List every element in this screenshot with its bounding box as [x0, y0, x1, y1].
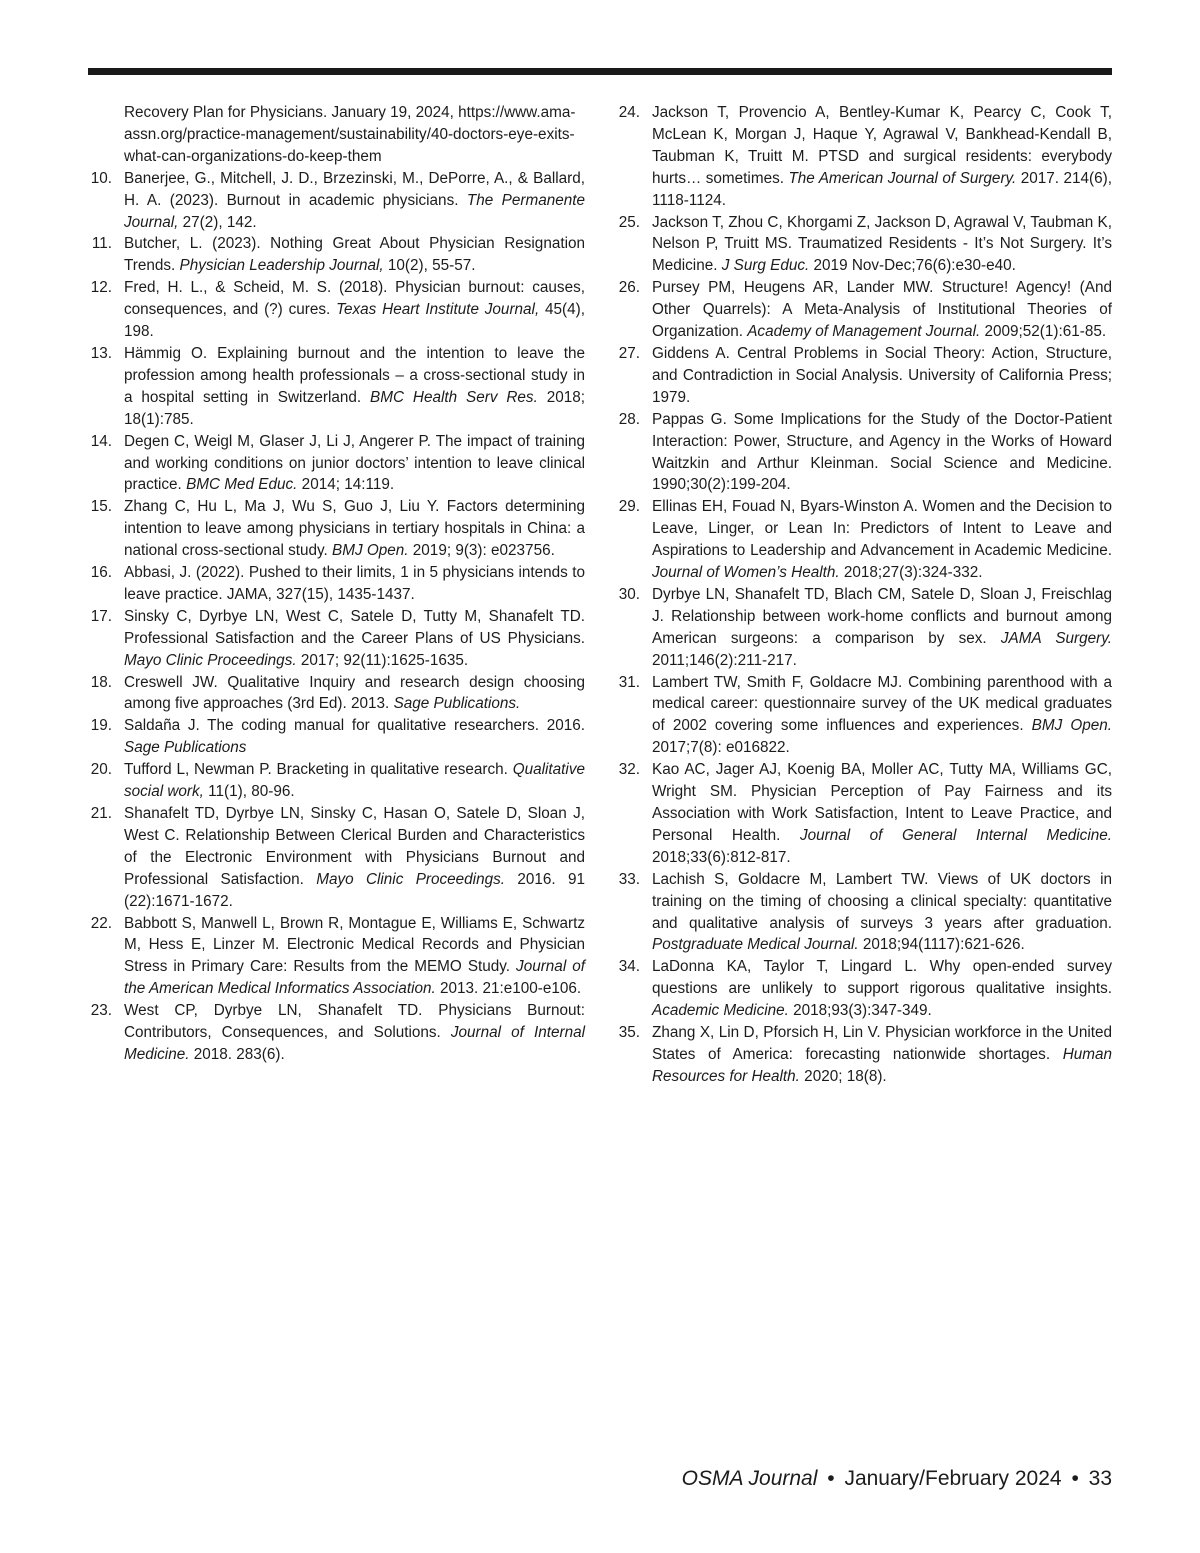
reference-item — [616, 759, 1112, 869]
reference-text — [652, 672, 1112, 760]
reference-number: 19. — [90, 717, 112, 735]
reference-text-main: Sinsky C, Dyrbye LN, West C, Satele D, Tutty M, Shanafelt TD. Professional Satisfaction and the Career Plans of US Physicians. — [124, 607, 585, 647]
reference-item — [616, 869, 1112, 957]
reference-text-suffix: 2019 Nov-Dec;76(6):e30-e40. — [809, 257, 1016, 275]
reference-source-title: Journal of the American Medical Informatics Association. — [124, 958, 585, 998]
reference-text-suffix: 2018;93(3):347-349. — [788, 1002, 932, 1020]
reference-source-title: Physician Leadership Journal, — [179, 257, 384, 275]
reference-text-suffix: 2017;7(8): e016822. — [652, 739, 790, 757]
reference-text — [124, 803, 585, 913]
reference-number: 25. — [618, 213, 640, 231]
reference-text — [124, 562, 585, 606]
reference-number: 17. — [90, 607, 112, 625]
reference-source-title: J Surg Educ. — [721, 257, 810, 275]
reference-item — [616, 277, 1112, 343]
reference-item — [616, 102, 1112, 212]
reference-item — [88, 672, 585, 716]
reference-text-suffix: 2019; 9(3): e023756. — [408, 542, 555, 560]
reference-number: 10. — [90, 169, 112, 187]
reference-number: 23. — [90, 1002, 112, 1020]
reference-source-title: Sage Publications. — [393, 695, 521, 713]
reference-text-suffix: 2018;94(1117):621-626. — [858, 936, 1025, 954]
footer-journal-name: OSMA Journal — [681, 1467, 818, 1490]
reference-text-main: Lachish S, Goldacre M, Lambert TW. Views of UK doctors in training on the timing of choosing a clinical specialty: quantitative and qualitative analysis of surveys 3 years after graduation. — [652, 870, 1112, 932]
reference-source-title: Qualitative social work, — [124, 761, 585, 801]
reference-source-title: Texas Heart Institute Journal, — [336, 301, 540, 319]
reference-item — [616, 212, 1112, 278]
reference-text-main: Saldaña J. The coding manual for qualitative researchers. 2016. — [124, 717, 585, 735]
reference-number: 21. — [90, 805, 112, 822]
reference-text — [652, 409, 1112, 497]
reference-item — [88, 496, 585, 562]
reference-text — [652, 1022, 1112, 1088]
header-rule — [88, 68, 1112, 75]
footer-issue: January/February 2024 — [844, 1467, 1062, 1490]
reference-number: 13. — [90, 344, 112, 362]
reference-text-suffix: 11(1), 80-96. — [203, 783, 295, 801]
reference-source-title: Mayo Clinic Proceedings. — [124, 651, 297, 669]
right-column — [616, 102, 1112, 1088]
reference-text-main: Banerjee, G., Mitchell, J. D., Brzezinski, M., DePorre, A., & Ballard, H. A. (2023). Burnout in academic physicians. — [124, 169, 585, 209]
reference-number: 24. — [618, 104, 640, 121]
reference-text-suffix: 2017; 92(11):1625-1635. — [296, 651, 469, 669]
reference-text — [652, 277, 1112, 343]
reference-text-main: Dyrbye LN, Shanafelt TD, Blach CM, Satele D, Sloan J, Freischlag J. Relationship between work-home conflicts and burnout among American surgeons: a comparison by sex. — [652, 585, 1112, 647]
reference-text-main: West CP, Dyrbye LN, Shanafelt TD. Physicians Burnout: Contributors, Consequences, and Solutions. — [124, 1002, 585, 1042]
reference-text-main: Shanafelt TD, Dyrbye LN, Sinsky C, Hasan O, Satele D, Sloan J, West C. Relationship Between Clerical Burden and Characteristics of the Electronic Environment with Physicians Burnout and Professional Satisfaction. — [124, 805, 585, 888]
reference-number: 16. — [90, 564, 112, 582]
reference-item — [88, 606, 585, 672]
reference-number: 34. — [618, 958, 640, 976]
reference-text-main: Jackson T, Provencio A, Bentley-Kumar K, Pearcy C, Cook T, McLean K, Morgan J, Haque Y, Agrawal V, Bankhead-Kendall B, Taubman K, Truitt M. PTSD and surgical residents: everybody hurts… sometimes. — [652, 104, 1112, 187]
reference-source-title: BMC Health Serv Res. — [370, 388, 538, 406]
reference-source-title: Academic Medicine. — [652, 1002, 789, 1020]
reference-text — [652, 869, 1112, 957]
reference-text-suffix: 45(4), 198. — [124, 301, 585, 341]
reference-text-suffix: 2009;52(1):61-85. — [980, 323, 1107, 341]
reference-text — [124, 1000, 585, 1066]
reference-source-title: Academy of Management Journal. — [747, 323, 981, 341]
reference-text — [124, 672, 585, 716]
reference-text-suffix: 2018; 18(1):785. — [124, 388, 586, 428]
reference-number: 29. — [618, 498, 640, 516]
reference-source-title: Journal of Internal Medicine. — [124, 1024, 585, 1063]
reference-number: 14. — [90, 432, 112, 450]
reference-source-title: Human Resources for Health. — [652, 1045, 1112, 1085]
reference-number: 32. — [618, 761, 640, 779]
reference-text-main: Pappas G. Some Implications for the Study of the Doctor-Patient Interaction: Power, Structure, and Agency in the Works of Howard Waitzkin and Arthur Kleinman. Social Science and Medicine. 1990;30(2):199-204. — [652, 410, 1112, 494]
reference-text-main: Pursey PM, Heugens AR, Lander MW. Structure! Agency! (And Other Quarrels): A Meta-Analysis of Institutional Theories of Organization. — [652, 279, 1112, 341]
reference-source-title: JAMA Surgery. — [1000, 629, 1112, 647]
reference-item — [88, 431, 585, 497]
reference-number: 20. — [90, 761, 112, 779]
reference-text — [124, 913, 585, 1001]
reference-item — [616, 584, 1112, 672]
reference-number: 33. — [618, 870, 640, 888]
reference-source-title: Journal of General Internal Medicine. — [799, 826, 1112, 844]
reference-text-suffix: 2016. 91 (22):1671-1672. — [124, 870, 585, 910]
reference-text-main: LaDonna KA, Taylor T, Lingard L. Why open-ended survey questions are unlikely to support rigorous qualitative insights. — [652, 958, 1112, 998]
reference-text-main: Ellinas EH, Fouad N, Byars-Winston A. Women and the Decision to Leave, Linger, or Lean In: Predictors of Intent to Leave and Aspirations to Leadership and Advancement in Academic Medicine. — [652, 498, 1112, 560]
reference-item — [88, 913, 585, 1001]
reference-text-suffix: 2011;146(2):211-217. — [652, 651, 797, 669]
reference-item — [88, 277, 585, 343]
reference-number: 22. — [90, 914, 112, 932]
reference-source-title: BMJ Open. — [332, 542, 409, 560]
reference-item — [616, 1022, 1112, 1088]
reference-text-main: Hämmig O. Explaining burnout and the intention to leave the profession among health professionals – a cross-sectional study in a hospital setting in Switzerland. — [124, 344, 585, 406]
reference-source-title: BMJ Open. — [1031, 717, 1112, 735]
reference-text — [652, 584, 1112, 672]
reference-text-main: Zhang C, Hu L, Ma J, Wu S, Guo J, Liu Y. Factors determining intention to leave among physicians in tertiary hospitals in China: a national cross-sectional study. — [124, 498, 585, 560]
reference-text — [124, 496, 585, 562]
reference-number: 15. — [90, 498, 112, 516]
reference-text — [652, 496, 1112, 584]
footer-bullet: • — [1071, 1467, 1079, 1490]
reference-text — [652, 759, 1112, 869]
reference-list-right — [616, 102, 1112, 1088]
reference-text-main: Degen C, Weigl M, Glaser J, Li J, Angerer P. The impact of training and working conditions on junior doctors’ intention to leave clinical practice. — [124, 432, 585, 494]
reference-text-main: Kao AC, Jager AJ, Koenig BA, Moller AC, Tutty MA, Williams GC, Wright SM. Physician Perception of Pay Fairness and its Association with Work Satisfaction, Intent to Leave Practice, and Personal Health. — [652, 761, 1112, 844]
reference-number: 30. — [618, 585, 640, 603]
reference-text-main: Creswell JW. Qualitative Inquiry and research design choosing among five approaches (3rd Ed). 2013. — [124, 673, 585, 713]
reference-item — [616, 343, 1112, 409]
reference-source-title: Journal of Women’s Health. — [652, 564, 840, 582]
reference-text — [652, 102, 1112, 212]
reference-text-main: Abbasi, J. (2022). Pushed to their limits, 1 in 5 physicians intends to leave practice. JAMA, 327(15), 1435-1437. — [124, 564, 585, 603]
reference-item — [88, 1000, 585, 1066]
reference-item — [88, 803, 585, 913]
reference-text — [124, 233, 585, 277]
reference-text — [124, 606, 585, 672]
reference-text-main: Giddens A. Central Problems in Social Theory: Action, Structure, and Contradiction in Social Analysis. University of California Press; 1979. — [652, 344, 1112, 406]
reference-item — [88, 168, 585, 234]
reference-source-title: Mayo Clinic Proceedings. — [316, 870, 505, 888]
reference-number: 35. — [618, 1024, 640, 1042]
reference-item — [88, 715, 585, 759]
reference-continuation: Recovery Plan for Physicians. January 19, 2024, https://www.ama-assn.org/practice-management/sustainability/40-doctors-eye-exits-what-can-organizations-do-keep-them — [124, 104, 576, 165]
left-column — [88, 102, 585, 1066]
reference-number: 27. — [618, 344, 640, 362]
reference-text — [652, 212, 1112, 278]
footer-bullet: • — [827, 1467, 835, 1490]
reference-text-suffix: 2020; 18(8). — [799, 1067, 887, 1085]
reference-text — [124, 715, 585, 759]
reference-number: 18. — [90, 673, 112, 691]
reference-list-left — [88, 168, 585, 1066]
reference-text-main: Fred, H. L., & Scheid, M. S. (2018). Physician burnout: causes, consequences, and (?) cures. — [124, 279, 585, 319]
reference-text — [124, 759, 585, 803]
reference-item — [616, 672, 1112, 760]
reference-text-suffix: 2018;33(6):812-817. — [652, 848, 791, 866]
reference-text — [652, 956, 1112, 1022]
reference-text-suffix: 2018. 283(6). — [189, 1045, 285, 1063]
reference-number: 28. — [618, 410, 640, 428]
reference-number: 26. — [618, 279, 640, 297]
reference-source-title: The American Journal of Surgery. — [788, 169, 1017, 187]
reference-item — [88, 233, 585, 277]
reference-text — [124, 431, 585, 497]
reference-item — [616, 409, 1112, 497]
reference-text-suffix: 27(2), 142. — [178, 213, 257, 231]
reference-text-main: Jackson T, Zhou C, Khorgami Z, Jackson D, Agrawal V, Taubman K, Nelson P, Truitt MS. Traumatized Residents - It’s Not Surgery. It’s Medicine. — [652, 213, 1112, 275]
reference-text-main: Butcher, L. (2023). Nothing Great About Physician Resignation Trends. — [124, 235, 585, 275]
reference-text — [124, 343, 585, 431]
reference-source-title: Sage Publications — [124, 739, 247, 757]
reference-text-main: Babbott S, Manwell L, Brown R, Montague E, Williams E, Schwartz M, Hess E, Linzer M. Electronic Medical Records and Physician Stress in Primary Care: Results from the MEMO Study. — [124, 914, 585, 976]
reference-item — [616, 956, 1112, 1022]
reference-text-main: Zhang X, Lin D, Pforsich H, Lin V. Physician workforce in the United States of America: forecasting nationwide shortages. — [652, 1024, 1112, 1063]
reference-text-suffix: 2013. 21:e100-e106. — [435, 980, 582, 998]
reference-text-main: Lambert TW, Smith F, Goldacre MJ. Combining parenthood with a medical career: questionnaire survey of the UK medical graduates of 2002 covering some influences and experiences. — [652, 673, 1112, 735]
reference-text-suffix: 2017. 214(6), 1118-1124. — [652, 169, 1112, 209]
reference-source-title: The Permanente Journal, — [124, 191, 585, 231]
footer-page-number: 33 — [1088, 1467, 1112, 1490]
reference-item — [88, 759, 585, 803]
reference-item — [88, 343, 585, 431]
reference-text — [124, 168, 585, 234]
page-footer — [682, 1467, 1112, 1491]
reference-source-title: Postgraduate Medical Journal. — [652, 936, 859, 954]
reference-text-main: Tufford L, Newman P. Bracketing in qualitative research. — [124, 761, 513, 779]
reference-text — [124, 277, 585, 343]
reference-text-suffix: 2018;27(3):324-332. — [839, 564, 983, 582]
reference-number: 11. — [91, 235, 112, 253]
reference-number: 12. — [90, 279, 112, 297]
reference-text-suffix: 10(2), 55-57. — [383, 257, 476, 275]
reference-source-title: BMC Med Educ. — [186, 476, 298, 494]
reference-number: 31. — [618, 673, 640, 691]
reference-text — [652, 343, 1112, 409]
reference-text-suffix: 2014; 14:119. — [297, 476, 395, 494]
reference-item — [616, 496, 1112, 584]
reference-item — [88, 562, 585, 606]
